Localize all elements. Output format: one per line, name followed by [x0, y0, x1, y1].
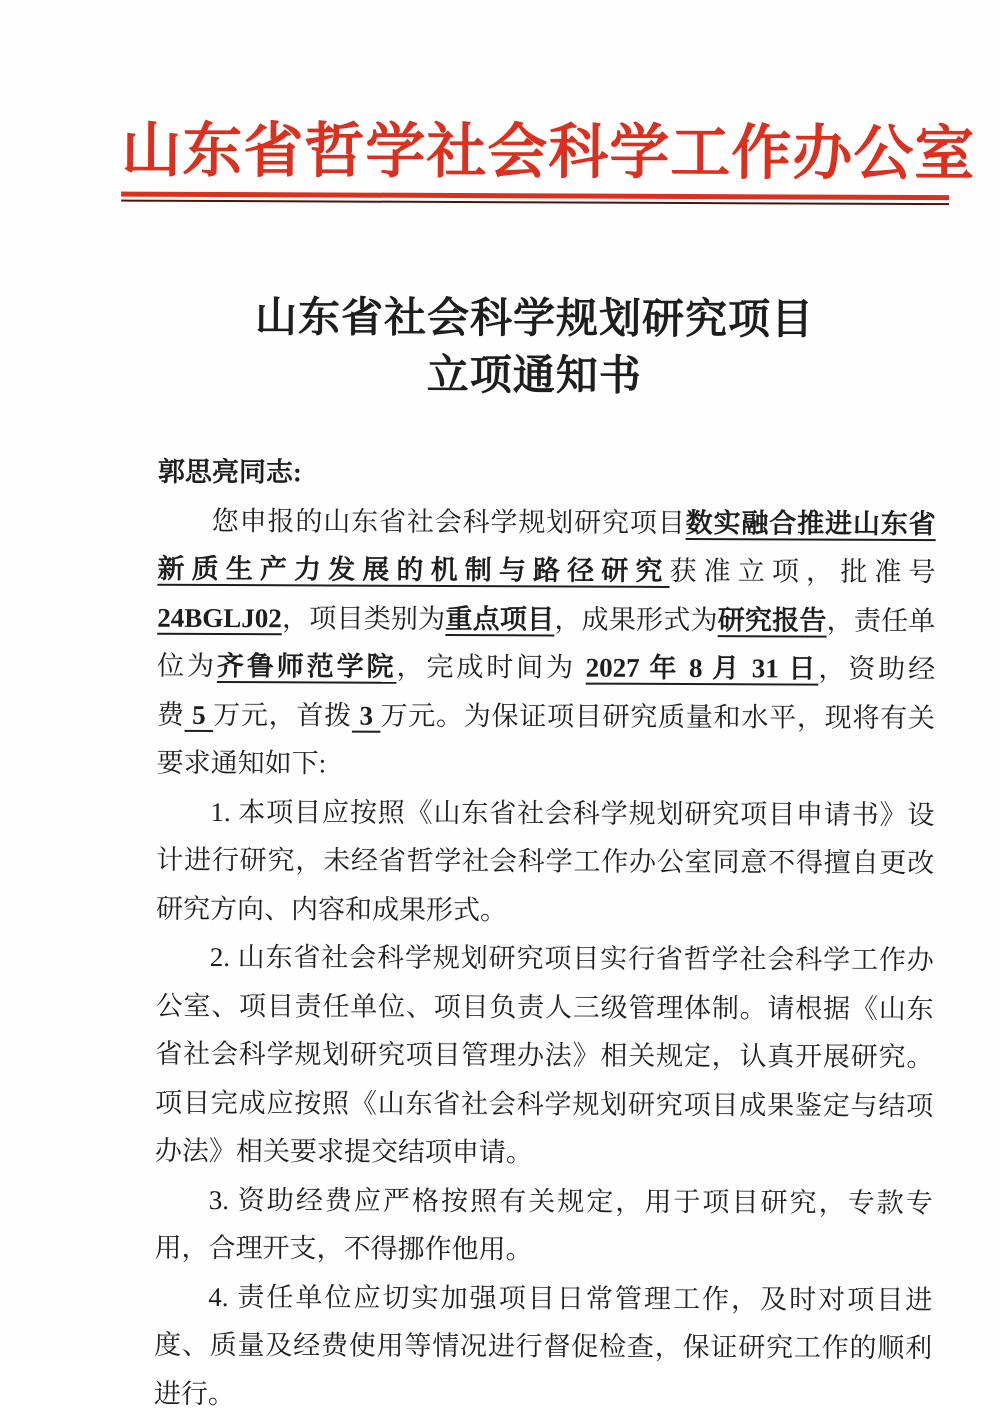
- text-run: ，资助经费: [156, 653, 936, 730]
- responsible-unit: 齐鲁师范学院: [216, 650, 397, 682]
- document-body: [154, 448, 936, 1421]
- document-title: [120, 290, 948, 408]
- completion-date: 2027 年 8 月 31 日: [585, 652, 819, 684]
- text-run: 获准立项，批准号: [669, 555, 936, 588]
- requirement-item-3: [154, 1175, 932, 1275]
- deliverable-form: 研究报告: [717, 604, 827, 636]
- document-title-line2: 立项通知书: [426, 352, 642, 400]
- project-category: 重点项目: [445, 603, 555, 634]
- letterhead-org-name: 山东省哲学社会科学工作办公室: [121, 117, 976, 188]
- text-run: 万元，首拨: [213, 699, 353, 731]
- text-run: ，完成时间为: [396, 651, 586, 683]
- letterhead-divider: [121, 192, 949, 206]
- funding-amount-wan: 5: [184, 699, 214, 730]
- text-run: 您申报的山东省社会科学规划研究项目: [211, 505, 686, 538]
- requirement-item-4: [154, 1272, 933, 1421]
- document-title-line1: 山东省社会科学规划研究项目: [254, 295, 815, 344]
- requirement-item-2: [155, 933, 934, 1179]
- divider-thin-line: [121, 200, 949, 206]
- first-disbursement-wan: 3: [351, 700, 381, 731]
- document-content: [116, 0, 976, 1421]
- divider-thick-line: [121, 192, 949, 201]
- text-run: 4. 责任单位应切实加强项目日常管理工作，及时对项目进度、质量及经费使用等情况进行督促检查，保证研究工作的顺利进行。: [153, 1281, 933, 1409]
- text-run: ，项目类别为: [281, 602, 446, 634]
- paragraphs-container: [154, 496, 936, 1421]
- project-title: 数实融合推进山东省新质生产力发展的机制与路径研究: [157, 507, 936, 586]
- text-run: 2. 山东省社会科学规划研究项目实行省哲学社会科学工作办公室、项目责任单位、项目负责人三级管理体制。请根据《山东省社会科学规划研究项目管理办法》相关规定，认真开展研究。项目完成应按照《山东省社会科学规划研究项目成果鉴定与结项办法》相关要求提交结项申请。: [154, 941, 934, 1168]
- approval-number: 24BGLJ02: [157, 602, 282, 633]
- requirement-item-1: [156, 787, 935, 936]
- text-run: ，成果形式为: [554, 603, 718, 635]
- text-run: 万元。为保证项目研究质量和水平，现将有关要求通知如下:: [156, 700, 935, 779]
- text-run: 1. 本项目应按照《山东省社会科学规划研究项目申请书》设计进行研究，未经省哲学社会科学工作办公室同意不得擅自更改研究方向、内容和成果形式。: [155, 796, 935, 925]
- text-run: ，责任单位为: [157, 605, 936, 681]
- opening-paragraph: [157, 496, 936, 790]
- text-run: 3. 资助经费应严格按照有关规定，用于项目研究，专款专用，合理开支，不得挪作他用。: [154, 1184, 933, 1265]
- salutation: 郭思亮同志:: [157, 456, 303, 488]
